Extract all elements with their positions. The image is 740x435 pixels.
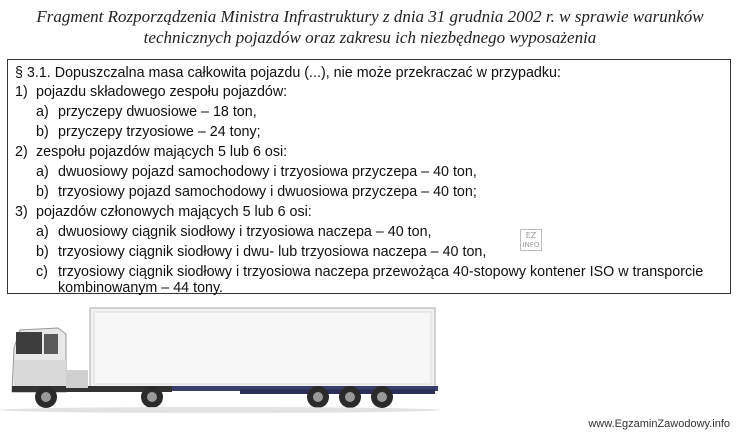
subitem-text: trzyosiowy pojazd samochodowy i dwuosiowa przyczepa – 40 ton; — [58, 184, 477, 200]
subitem-number: c) — [36, 264, 48, 280]
svg-text:INFO: INFO — [522, 241, 540, 249]
title-line-2: technicznych pojazdów oraz zakresu ich niezbędnego wyposażenia — [143, 28, 597, 47]
item-number: 3) — [15, 204, 28, 220]
subitem-number: b) — [36, 244, 49, 260]
subitem-number: a) — [36, 164, 49, 180]
subitem-text: przyczepy dwuosiowe – 18 ton, — [58, 104, 257, 120]
item-number: 2) — [15, 144, 28, 160]
subitem-number: a) — [36, 224, 49, 240]
footer-site-url: www.EgzaminZawodowy.info — [588, 418, 730, 430]
subitem-text: dwuosiowy pojazd samochodowy i trzyosiowa przyczepa – 40 ton, — [58, 164, 477, 180]
svg-text:EZ: EZ — [525, 231, 537, 240]
title-line-1: Fragment Rozporządzenia Ministra Infrastruktury z dnia 31 grudnia 2002 r. w sprawie warunków — [36, 7, 704, 26]
ez-info-watermark-icon — [520, 229, 542, 251]
subitem-text-continuation: kombinowanym – 44 tony. — [58, 280, 224, 296]
regulation-box — [7, 59, 731, 294]
subitem-text: przyczepy trzyosiowe – 24 tony; — [58, 124, 261, 140]
item-text: pojazdu składowego zespołu pojazdów: — [36, 84, 288, 100]
subitem-number: a) — [36, 104, 49, 120]
document-title — [0, 6, 740, 48]
truck-trailer-illustration — [0, 300, 740, 420]
subitem-number: b) — [36, 184, 49, 200]
subitem-text: dwuosiowy ciągnik siodłowy i trzyosiowa naczepa – 40 ton, — [58, 224, 432, 240]
subitem-text: trzyosiowy ciągnik siodłowy i trzyosiowa naczepa przewożąca 40-stopowy kontener ISO w transporcie — [58, 264, 704, 280]
subitem-text: trzyosiowy ciągnik siodłowy i dwu- lub trzyosiowa naczepa – 40 ton, — [58, 244, 487, 260]
subitem-number: b) — [36, 124, 49, 140]
regulation-intro: § 3.1. Dopuszczalna masa całkowita pojazdu (...), nie może przekraczać w przypadku: — [15, 65, 561, 81]
item-text: pojazdów członowych mających 5 lub 6 osi: — [36, 204, 312, 220]
item-text: zespołu pojazdów mających 5 lub 6 osi: — [36, 144, 288, 160]
item-number: 1) — [15, 84, 28, 100]
